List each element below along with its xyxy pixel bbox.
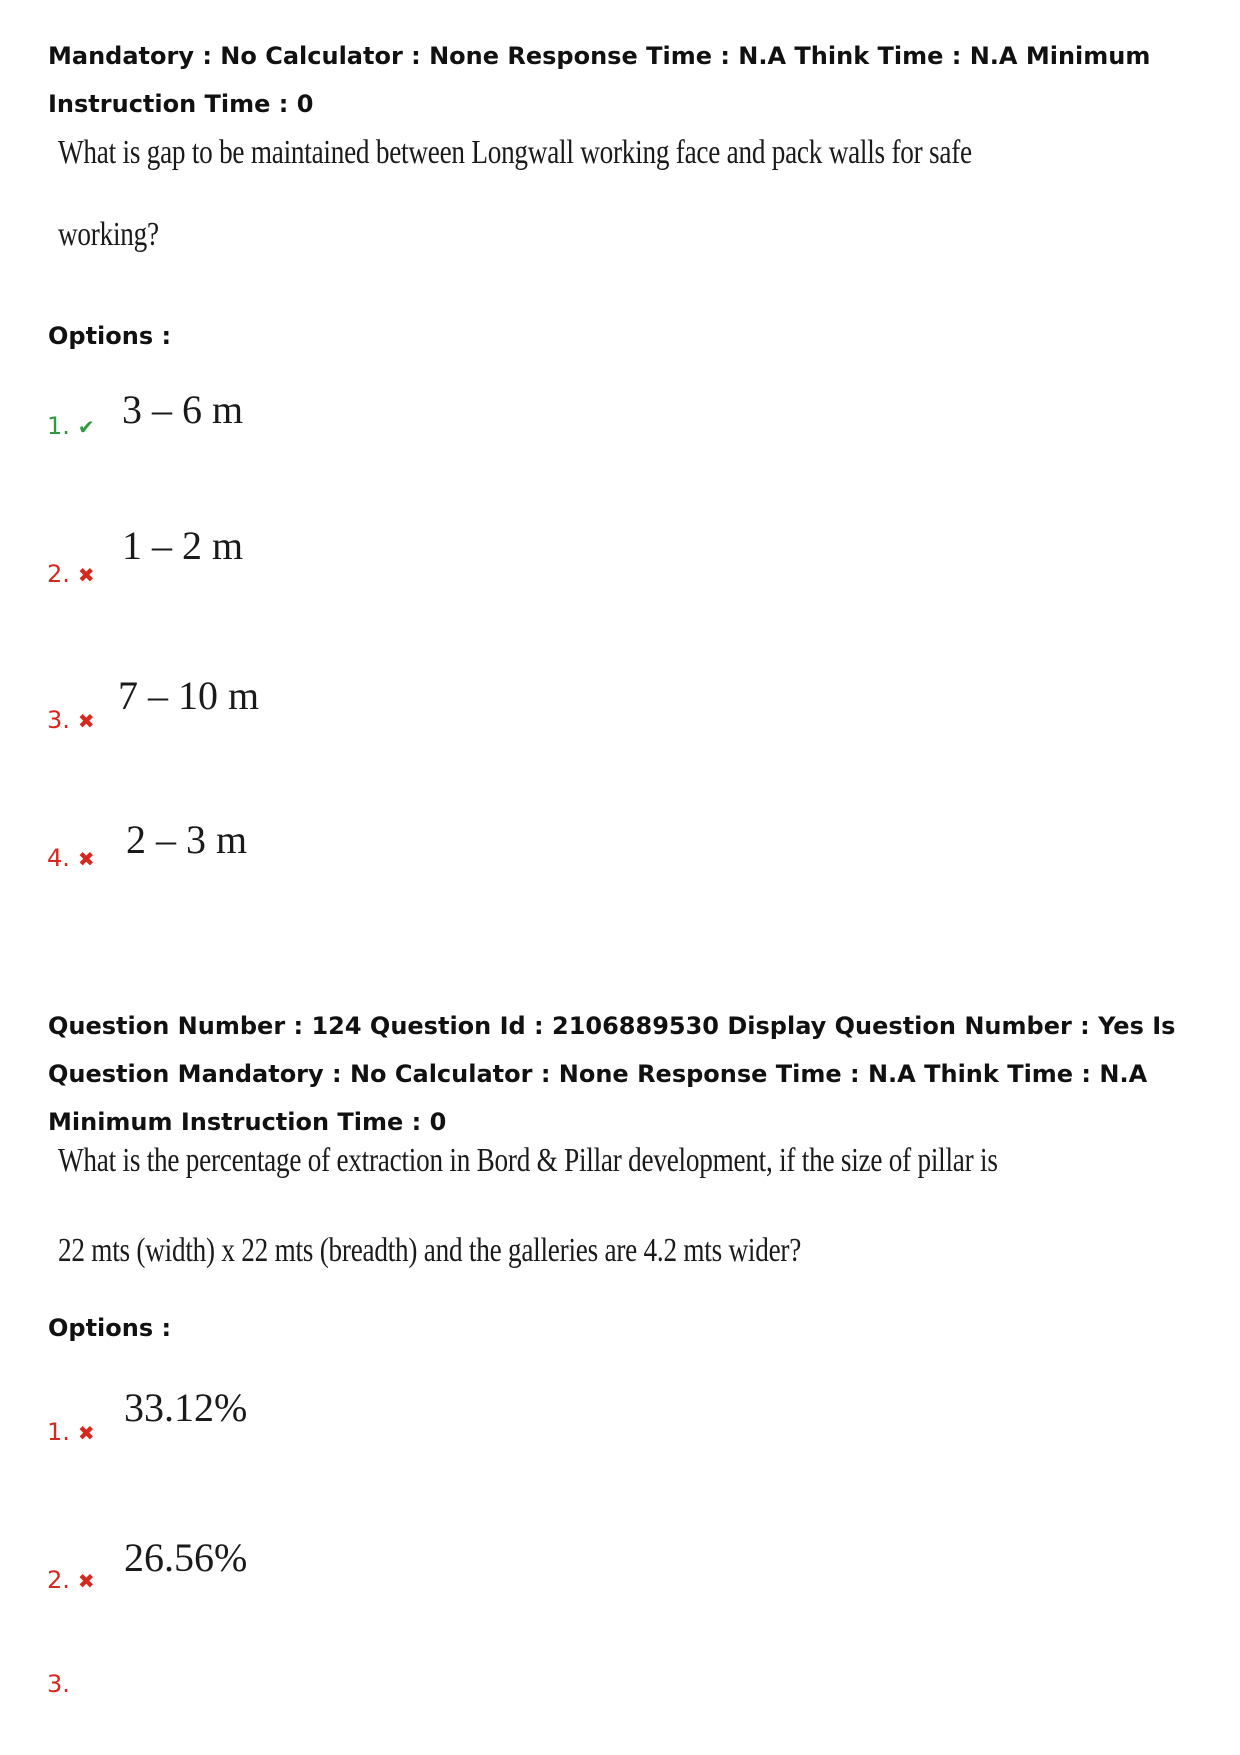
option-number xyxy=(47,560,95,588)
option-value: 2 – 3 m xyxy=(126,817,248,862)
cross-icon: ✖ xyxy=(77,847,95,871)
option-value: 26.56% xyxy=(124,1535,248,1580)
option-number-text: 2. xyxy=(47,1566,70,1594)
option-number xyxy=(47,1418,95,1446)
option-number-text: 1. xyxy=(47,1418,70,1446)
option-value: 33.12% xyxy=(124,1385,248,1430)
option-value: 1 – 2 m xyxy=(122,523,244,568)
option-value: 7 – 10 m xyxy=(118,673,260,718)
question-text-line: 22 mts (width) x 22 mts (breadth) and the galleries are 4.2 mts wider? xyxy=(58,1232,802,1269)
option-number xyxy=(47,844,95,872)
option-number xyxy=(47,412,95,440)
cross-icon: ✖ xyxy=(77,563,95,587)
options-label: Options : xyxy=(48,322,172,350)
options-label: Options : xyxy=(48,1314,172,1342)
question-text-line: What is the percentage of extraction in Bord & Pillar development, if the size of pillar is xyxy=(58,1142,998,1179)
question-text-line: working? xyxy=(58,216,159,253)
option-number-text: 3. xyxy=(47,1670,70,1698)
option-number-text: 3. xyxy=(47,706,70,734)
cross-icon: ✖ xyxy=(77,1421,95,1445)
question-meta: Question Number : 124 Question Id : 2106889530 Display Question Number : Yes Is Question Mandatory : No Calculator : None Response Time : N.A Think Time : N.A Minimum Instruction Time : 0 xyxy=(48,1012,1176,1136)
option-number xyxy=(47,1670,70,1698)
option-number xyxy=(47,1566,95,1594)
cross-icon: ✖ xyxy=(77,1569,95,1593)
option-number-text: 1. xyxy=(47,412,70,440)
option-number xyxy=(47,706,95,734)
check-icon: ✔ xyxy=(77,415,95,439)
cross-icon: ✖ xyxy=(77,709,95,733)
question-meta: Mandatory : No Calculator : None Response Time : N.A Think Time : N.A Minimum Instruction Time : 0 xyxy=(48,42,1151,118)
option-number-text: 2. xyxy=(47,560,70,588)
option-value: 3 – 6 m xyxy=(122,387,244,432)
option-number-text: 4. xyxy=(47,844,70,872)
question-text-line: What is gap to be maintained between Longwall working face and pack walls for safe xyxy=(58,134,972,171)
